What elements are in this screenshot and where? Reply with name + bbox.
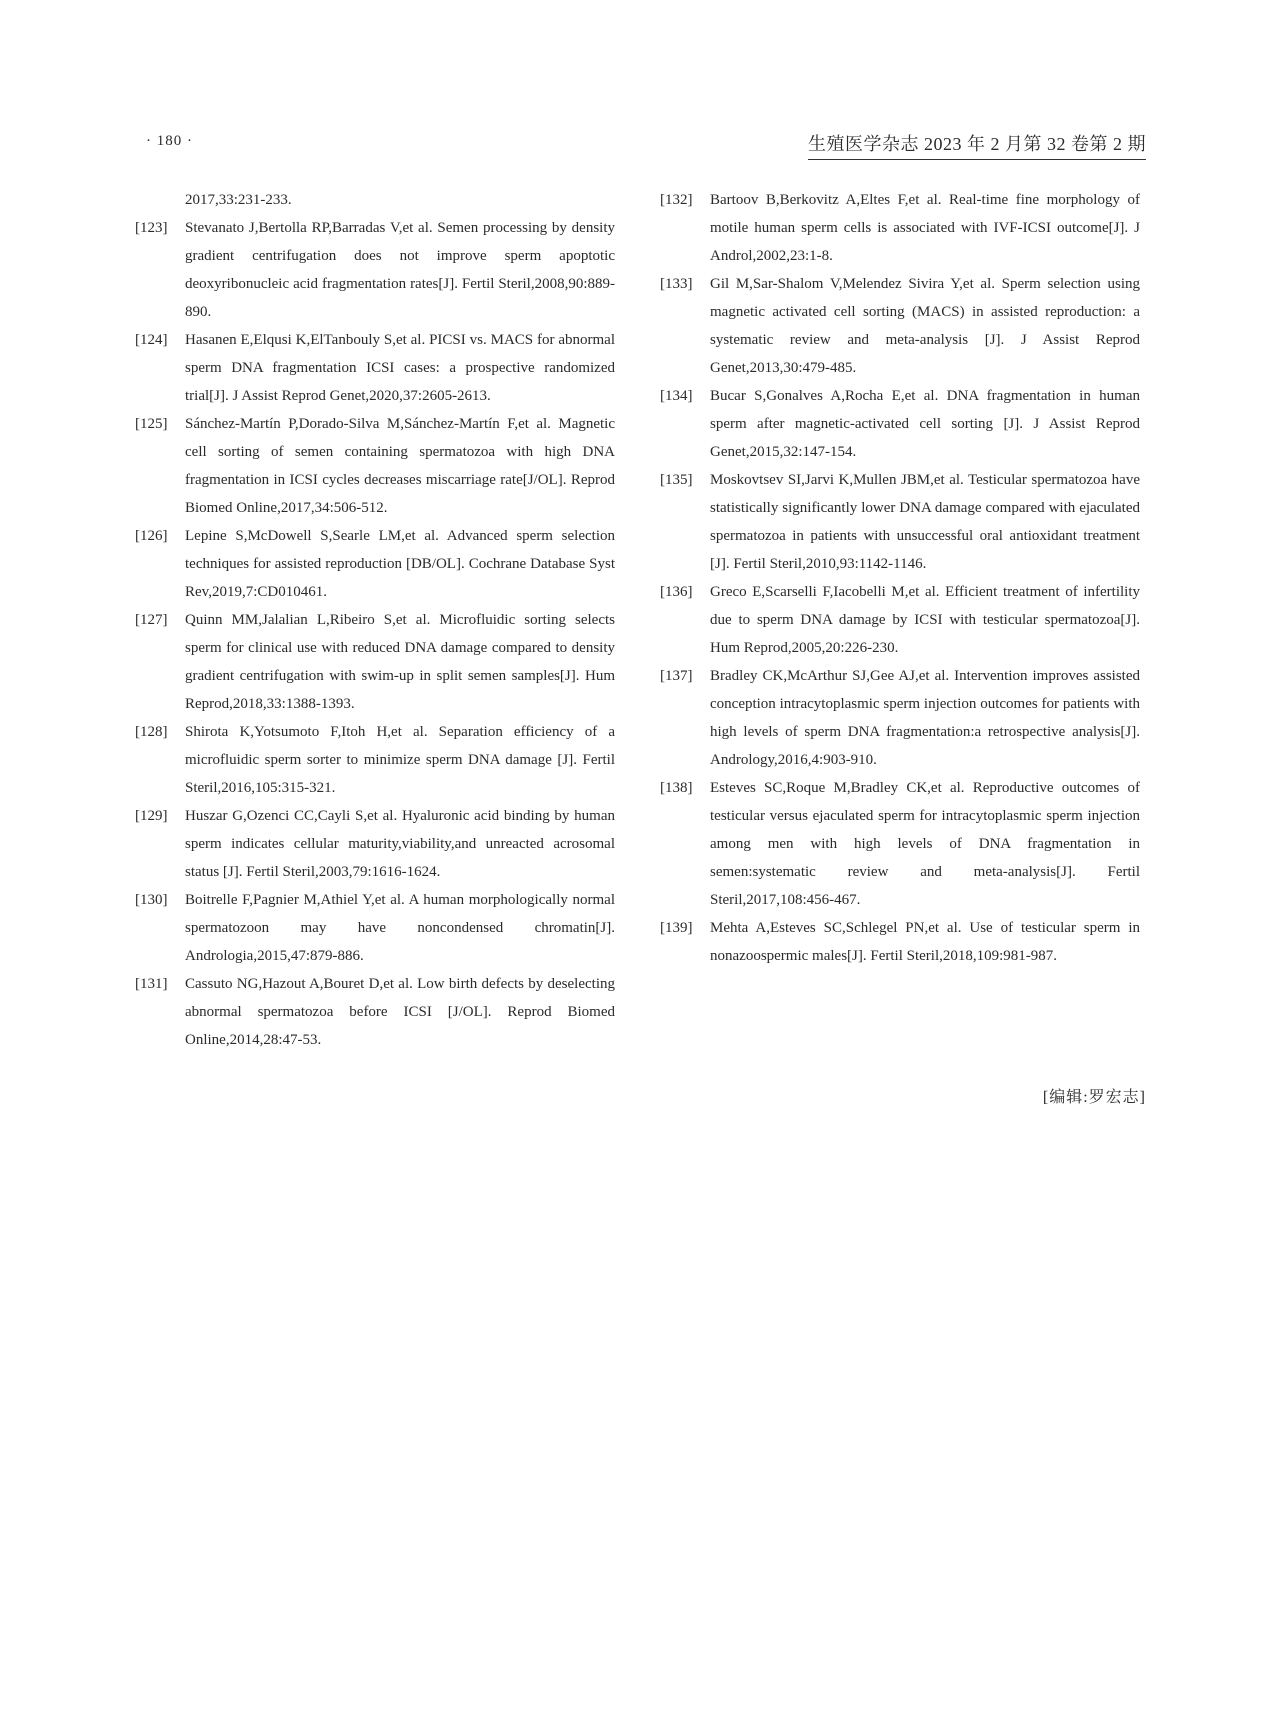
reference-list-right	[660, 186, 1140, 970]
reference-number: [133]	[660, 276, 693, 292]
reference-item	[135, 214, 615, 326]
reference-item	[135, 802, 615, 886]
reference-text: Quinn MM,Jalalian L,Ribeiro S,et al. Microfluidic sorting selects sperm for clinical use with reduced DNA damage compared to density gradient centrifugation with swim-up in split semen samples[J]. Hum Reprod,2018,33:1388-1393.	[185, 612, 615, 712]
reference-number: [134]	[660, 388, 693, 404]
reference-item	[660, 578, 1140, 662]
page-number: · 180 ·	[146, 133, 193, 149]
reference-list-left	[135, 214, 615, 1054]
reference-text: Stevanato J,Bertolla RP,Barradas V,et al. Semen processing by density gradient centrifugation does not improve sperm apoptotic deoxyribonucleic acid fragmentation rates[J]. Fertil Steril,2008,90:889-890.	[185, 220, 615, 320]
reference-item	[135, 970, 615, 1054]
reference-item	[660, 382, 1140, 466]
reference-number: [130]	[135, 892, 168, 908]
reference-number: [126]	[135, 528, 168, 544]
right-column	[660, 186, 1140, 970]
reference-text: Boitrelle F,Pagnier M,Athiel Y,et al. A human morphologically normal spermatozoon may have noncondensed chromatin[J]. Andrologia,2015,47:879-886.	[185, 892, 615, 964]
reference-item	[660, 662, 1140, 774]
left-column	[135, 186, 615, 1054]
reference-number: [138]	[660, 780, 693, 796]
reference-item	[135, 410, 615, 522]
reference-item	[135, 606, 615, 718]
reference-text: Cassuto NG,Hazout A,Bouret D,et al. Low birth defects by deselecting abnormal spermatozoa before ICSI [J/OL]. Reprod Biomed Online,2014,28:47-53.	[185, 976, 615, 1048]
reference-number: [135]	[660, 472, 693, 488]
reference-item	[660, 270, 1140, 382]
editor-note: [编辑:罗宏志]	[1042, 1089, 1146, 1106]
reference-text: Gil M,Sar-Shalom V,Melendez Sivira Y,et al. Sperm selection using magnetic activated cell sorting (MACS) in assisted reproduction: a systematic review and meta-analysis [J]. J Assist Reprod Genet,2013,30:479-485.	[710, 276, 1140, 376]
reference-text: Mehta A,Esteves SC,Schlegel PN,et al. Use of testicular sperm in nonazoospermic males[J]. Fertil Steril,2018,109:981-987.	[710, 920, 1140, 964]
reference-item	[135, 718, 615, 802]
reference-text: Lepine S,McDowell S,Searle LM,et al. Advanced sperm selection techniques for assisted reproduction [DB/OL]. Cochrane Database Syst Rev,2019,7:CD010461.	[185, 528, 615, 600]
reference-item	[660, 774, 1140, 914]
reference-item	[660, 466, 1140, 578]
reference-item	[660, 914, 1140, 970]
reference-item	[660, 186, 1140, 270]
reference-number: [128]	[135, 724, 168, 740]
reference-item	[135, 326, 615, 410]
journal-running-head: 生殖医学杂志 2023 年 2 月第 32 卷第 2 期	[808, 130, 1146, 160]
reference-number: [137]	[660, 668, 693, 684]
reference-text: Bartoov B,Berkovitz A,Eltes F,et al. Real-time fine morphology of motile human sperm cells is associated with IVF-ICSI outcome[J]. J Androl,2002,23:1-8.	[710, 192, 1140, 264]
reference-number: [123]	[135, 220, 168, 236]
reference-text: Hasanen E,Elqusi K,ElTanbouly S,et al. PICSI vs. MACS for abnormal sperm DNA fragmentation ICSI cases: a prospective randomized trial[J]. J Assist Reprod Genet,2020,37:2605-2613.	[185, 332, 615, 404]
reference-continuation: 2017,33:231-233.	[185, 192, 292, 208]
reference-number: [139]	[660, 920, 693, 936]
reference-number: [127]	[135, 612, 168, 628]
reference-text: Greco E,Scarselli F,Iacobelli M,et al. Efficient treatment of infertility due to sperm DNA damage by ICSI with testicular spermatozoa[J]. Hum Reprod,2005,20:226-230.	[710, 584, 1140, 656]
reference-number: [129]	[135, 808, 168, 824]
reference-number: [131]	[135, 976, 168, 992]
reference-text: Moskovtsev SI,Jarvi K,Mullen JBM,et al. Testicular spermatozoa have statistically significantly lower DNA damage compared with ejaculated spermatozoa in patients with unsuccessful oral antioxidant treatment [J]. Fertil Steril,2010,93:1142-1146.	[710, 472, 1140, 572]
reference-text: Bradley CK,McArthur SJ,Gee AJ,et al. Intervention improves assisted conception intracytoplasmic sperm injection outcomes for patients with high levels of sperm DNA fragmentation:a retrospective analysis[J]. Andrology,2016,4:903-910.	[710, 668, 1140, 768]
reference-number: [124]	[135, 332, 168, 348]
reference-text: Sánchez-Martín P,Dorado-Silva M,Sánchez-Martín F,et al. Magnetic cell sorting of semen containing spermatozoa with high DNA fragmentation in ICSI cycles decreases miscarriage rate[J/OL]. Reprod Biomed Online,2017,34:506-512.	[185, 416, 615, 516]
reference-number: [132]	[660, 192, 693, 208]
reference-text: Esteves SC,Roque M,Bradley CK,et al. Reproductive outcomes of testicular versus ejaculated sperm for intracytoplasmic sperm injection among men with high levels of DNA fragmentation in semen:systematic review and meta-analysis[J]. Fertil Steril,2017,108:456-467.	[710, 780, 1140, 908]
reference-item	[135, 522, 615, 606]
reference-number: [125]	[135, 416, 168, 432]
reference-text: Shirota K,Yotsumoto F,Itoh H,et al. Separation efficiency of a microfluidic sperm sorter to minimize sperm DNA damage [J]. Fertil Steril,2016,105:315-321.	[185, 724, 615, 796]
reference-number: [136]	[660, 584, 693, 600]
reference-item	[135, 886, 615, 970]
reference-text: Bucar S,Gonalves A,Rocha E,et al. DNA fragmentation in human sperm after magnetic-activated cell sorting [J]. J Assist Reprod Genet,2015,32:147-154.	[710, 388, 1140, 460]
reference-text: Huszar G,Ozenci CC,Cayli S,et al. Hyaluronic acid binding by human sperm indicates cellular maturity,viability,and unreacted acrosomal status [J]. Fertil Steril,2003,79:1616-1624.	[185, 808, 615, 880]
